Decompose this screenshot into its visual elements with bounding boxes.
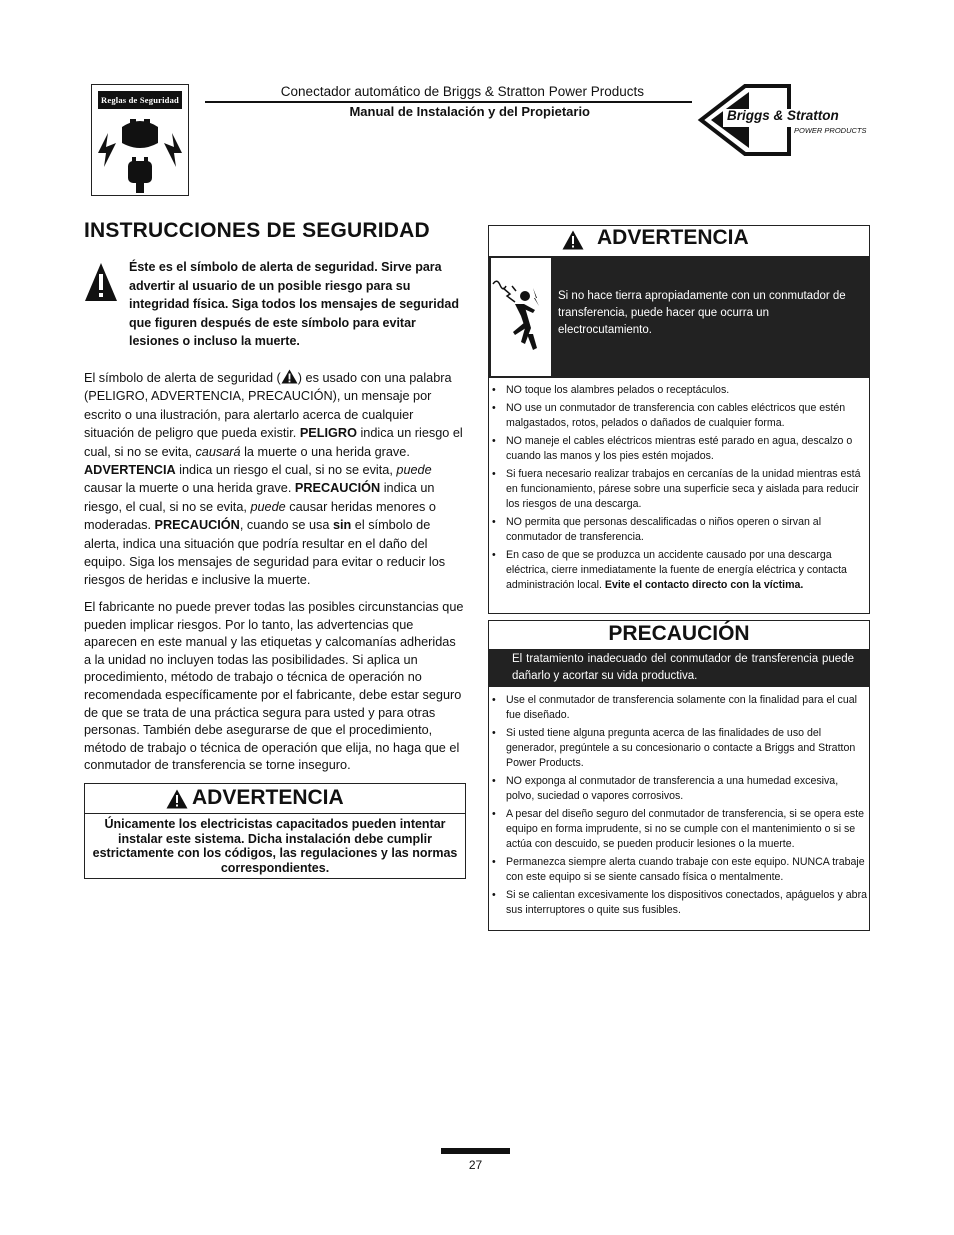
list-item: • NO maneje el cables eléctricos mientras esté parado en agua, descalzo o cuando las manos y los pies estén mojados. [489,434,867,464]
header-rule [205,101,692,103]
page-title: INSTRUCCIONES DE SEGURIDAD [84,219,430,242]
caution-dark-panel [489,649,869,687]
warning-triangle-icon [562,230,584,250]
list-item: • Si usted tiene alguna pregunta acerca de las finalidades de uso del generador, pregúntele a su concesionario o contacte a Briggs and Stratton Power Products. [489,726,867,771]
list-item: • NO exponga al conmutador de transferencia a una humedad excesiva, polvo, suciedad o vapores corrosivos. [489,774,867,804]
alert-symbol-description: Éste es el símbolo de alerta de seguridad. Sirve para advertir al usuario de un posible riesgo para su integridad física. Siga todos los mensajes de seguridad que figuren después de este símbolo para evitar lesiones o incluso la muerte. [129,260,459,349]
list-item: • NO permita que personas descalificadas o niños operen o sirvan al conmutador de transferencia. [489,515,867,545]
signal-words-paragraph: El símbolo de alerta de seguridad ( ) es usado con una palabra (PELIGRO, ADVERTENCIA, PRECAUCIÓN), un mensaje por escrito o una ilustración, para alertarlo acerca de cualquier situación de peligro que pueda existir. PELIGRO indica un riesgo el cual, si no se evita, causará la muerte o una herida grave. ADVERTENCIA indica un riesgo el cual, si no se evita, puede causar la muerte o una herida grave. PRECAUCIÓN indica un riesgo, el cual, si no se evita, puede causar heridas menores o moderadas. PRECAUCIÓN, cuando se usa sin el símbolo de alerta, indica una situación que podría resultar en el daño del equipo. Siga los mensajes de seguridad para evitar o reducir los riesgos de heridas e inclusive la muerte. [84,371,463,588]
list-item: • Si fuera necesario realizar trabajos en cercanías de la unidad mientras está en funcionamiento, párese sobre una superficie seca y aislada para reducir los riesgos de una descarga. [489,467,867,512]
brand-name: Briggs & Stratton [727,108,839,123]
header-manual-title: Manual de Instalación y del Propietario [349,104,590,119]
list-item: • En caso de que se produzca un accidente causado por una descarga eléctrica, cierre inmediatamente la fuente de energía eléctrica y contacta administración local. Evite el contacto directo con la víctima. [489,548,867,593]
list-item: • Permanezca siempre alerta cuando trabaje con este equipo. NUNCA trabaje con este equipo si se siente cansado física o mentalmente. [489,855,867,885]
caution-label: PRECAUCIÓN [608,622,750,645]
page-number: 27 [468,1158,483,1172]
footer-bar [441,1148,510,1154]
warning-box-electrocution [488,225,870,614]
warning-dark-panel [489,256,869,378]
electric-plug-hazard-icon [92,113,188,193]
warning-bullet-list [489,383,867,596]
warning-box-electricians [84,783,466,879]
warning-label: ADVERTENCIA [192,786,344,809]
brand-sub: POWER PRODUCTS [794,126,867,135]
warning-dark-text: Si no hace tierra apropiadamente con un conmutador de transferencia, puede hacer que ocurra un electrocutamiento. [558,290,846,336]
warning-header [489,226,869,256]
inline-alert-icon [281,369,298,384]
briggs-stratton-logo [697,84,869,156]
caution-box [488,620,870,931]
warning-triangle-icon [166,789,188,809]
warning-message: Únicamente los electricistas capacitados pueden intentar instalar este sistema. Dicha instalación debe cumplir estrictamente con los códigos, las regulaciones y las normas correspondientes. [92,817,458,875]
caution-bullet-list [489,693,867,921]
header-product-line: Conectador automático de Briggs & Stratton Power Products [280,84,644,99]
warning-label: ADVERTENCIA [597,226,749,249]
safety-alert-icon [84,262,118,302]
manufacturer-disclaimer-paragraph: El fabricante no puede prever todas las posibles circunstancias que pueden implicar riesgos. Por lo tanto, las advertencias que aparecen en este manual y las etiquetas y calcomanías adheridas a la unidad no incluyen todas las posibilidades. Si aplica un procedimiento, método de trabajo o técnica de operación no recomendada específicamente por el fabricante, debe estar seguro de que se trata de una práctica segura para usted y para otras personas. También debe asegurarse de que el procedimiento, método de trabajo o técnica de operación que elija, no haga que el conmutador de transferencia se torne inseguro. [84,600,464,773]
caution-dark-text: El tratamiento inadecuado del conmutador de transferencia puede dañarlo y acortar su vida productiva. [512,653,854,682]
safety-rules-logo [91,84,189,196]
electrocution-pictogram [491,258,551,376]
list-item: • A pesar del diseño seguro del conmutador de transferencia, si se opera este equipo en forma imprudente, si no se cumple con el mantenimiento o si se actúa con descuido, se pueden producir lesiones o la muerte. [489,807,867,852]
list-item: • Use el conmutador de transferencia solamente con la finalidad para el cual fue diseñado. [489,693,867,723]
list-item: • NO toque los alambres pelados o receptáculos. [489,383,867,398]
logo-banner-text: Reglas de Seguridad [98,91,182,109]
electrocution-person-icon [491,258,551,376]
list-item: • NO use un conmutador de transferencia con cables eléctricos que estén malgastados, rotos, pelados o dañados de cualquier forma. [489,401,867,431]
list-item: • Si se calientan excesivamente los dispositivos conectados, apáguelos y abra sus interruptores o quite sus fusibles. [489,888,867,918]
warning-header [85,784,465,814]
